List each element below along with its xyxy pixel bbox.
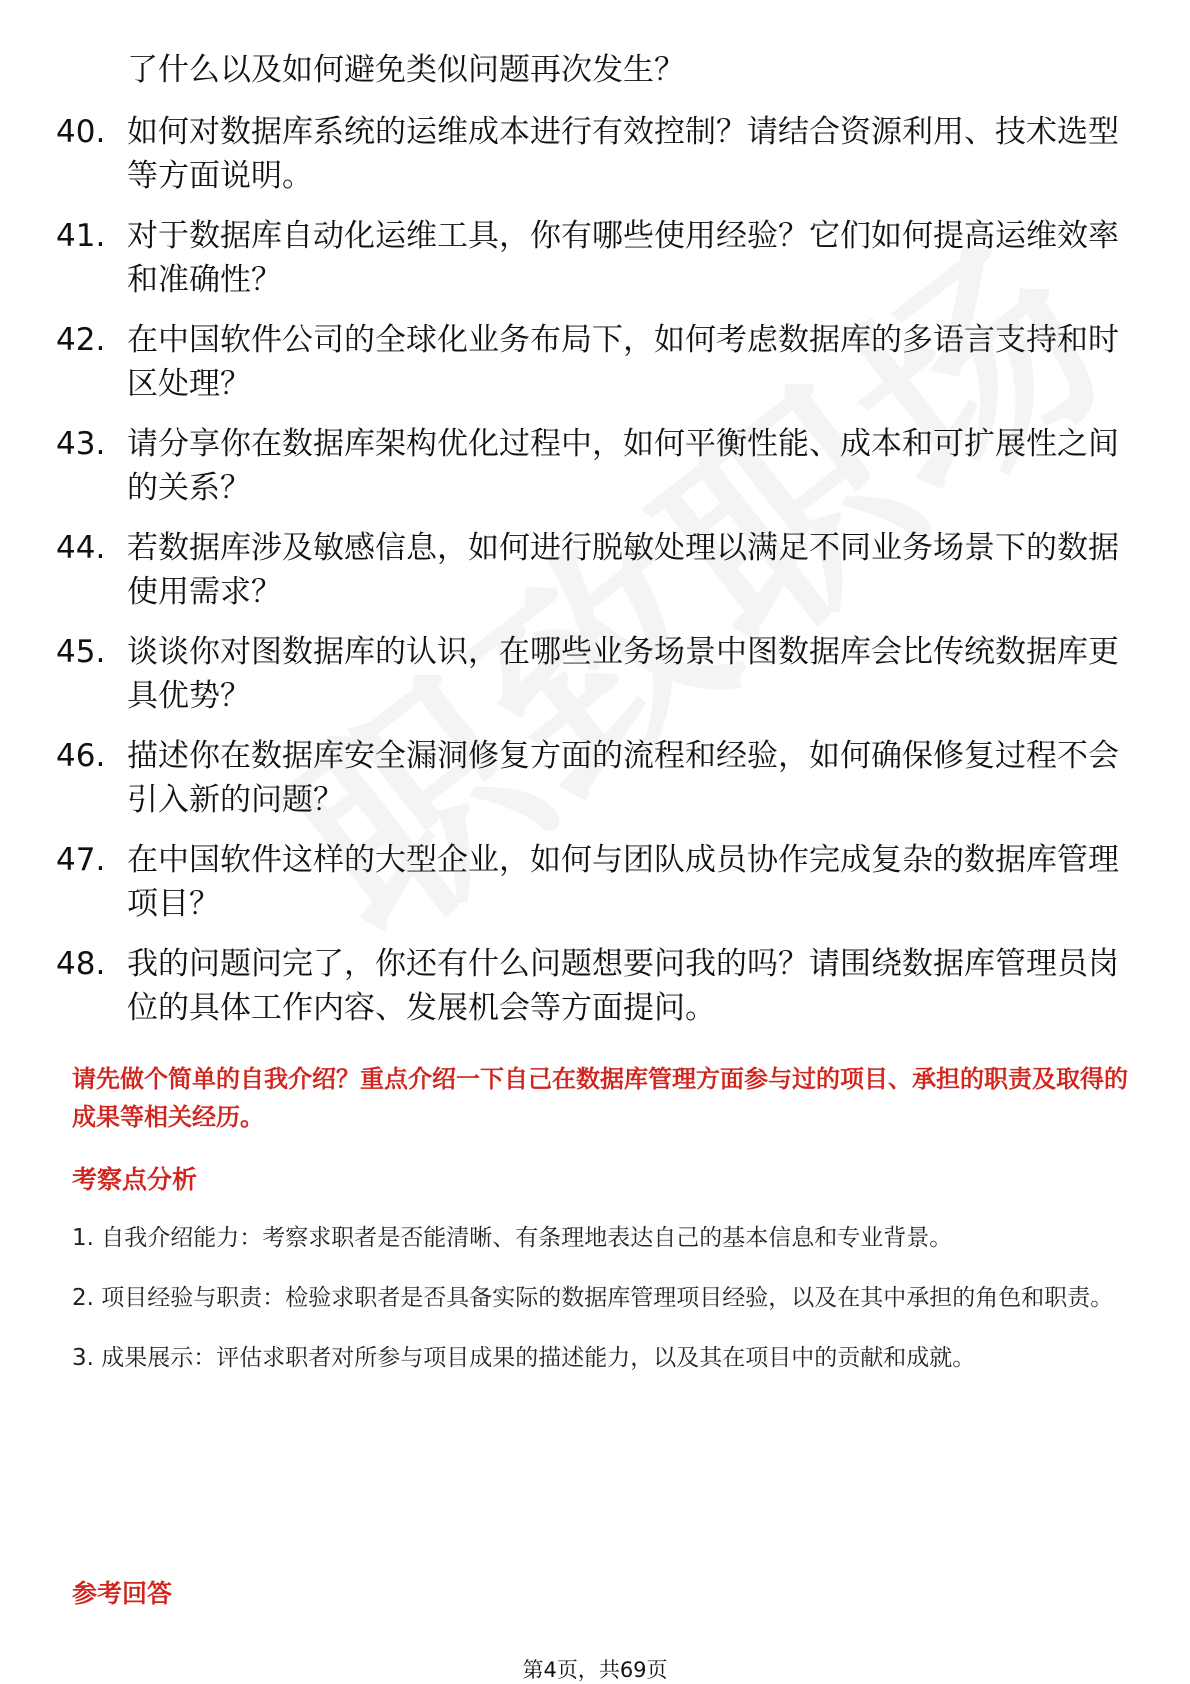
question-item (56, 110, 1126, 214)
question-text: 描述你在数据库安全漏洞修复方面的流程和经验，如何确保修复过程不会引入新的问题？ (127, 738, 1119, 818)
question-number: 48. (56, 946, 106, 982)
question-item (56, 838, 1126, 942)
question-text: 若数据库涉及敏感信息，如何进行脱敏处理以满足不同业务场景下的数据使用需求？ (127, 530, 1119, 610)
question-number: 43. (56, 426, 106, 462)
question-text: 谈谈你对图数据库的认识，在哪些业务场景中图数据库会比传统数据库更具优势？ (127, 634, 1119, 714)
question-number: 47. (56, 842, 106, 878)
question-item (56, 214, 1126, 318)
question-item (56, 422, 1126, 526)
analysis-point: 1. 自我介绍能力：考察求职者是否能清晰、有条理地表达自己的基本信息和专业背景。 (72, 1225, 953, 1251)
question-number: 41. (56, 218, 106, 254)
page-footer: 第4页，共69页 (522, 1658, 668, 1682)
question-item (56, 526, 1126, 630)
analysis-point: 3. 成果展示：评估求职者对所参与项目成果的描述能力，以及其在项目中的贡献和成就。 (72, 1345, 976, 1371)
question-item (56, 318, 1126, 422)
question-text: 请分享你在数据库架构优化过程中，如何平衡性能、成本和可扩展性之间的关系？ (127, 426, 1119, 506)
question-text: 在中国软件公司的全球化业务布局下，如何考虑数据库的多语言支持和时区处理？ (127, 322, 1119, 402)
question-number: 42. (56, 322, 106, 358)
continued-question-text: 了什么以及如何避免类似问题再次发生？ (127, 52, 685, 88)
question-number: 45. (56, 634, 106, 670)
question-text: 在中国软件这样的大型企业，如何与团队成员协作完成复杂的数据库管理项目？ (127, 842, 1119, 922)
intro-question-heading: 请先做个简单的自我介绍？重点介绍一下自己在数据库管理方面参与过的项目、承担的职责及取得的成果等相关经历。 (72, 1065, 1128, 1131)
question-item (56, 630, 1126, 734)
question-item (56, 734, 1126, 838)
question-text: 我的问题问完了，你还有什么问题想要问我的吗？请围绕数据库管理员岗位的具体工作内容、发展机会等方面提问。 (127, 946, 1119, 1026)
reference-answer-title: 参考回答 (72, 1579, 173, 1608)
analysis-point: 2. 项目经验与职责：检验求职者是否具备实际的数据库管理项目经验，以及在其中承担的角色和职责。 (72, 1285, 1114, 1311)
question-text: 对于数据库自动化运维工具，你有哪些使用经验？它们如何提高运维效率和准确性？ (127, 218, 1119, 298)
question-item (56, 942, 1126, 1046)
question-number: 40. (56, 114, 106, 150)
question-text: 如何对数据库系统的运维成本进行有效控制？请结合资源利用、技术选型等方面说明。 (127, 114, 1119, 194)
question-number: 44. (56, 530, 106, 566)
analysis-title: 考察点分析 (72, 1165, 198, 1194)
question-number: 46. (56, 738, 106, 774)
question-list (56, 110, 1126, 1046)
analysis-points (72, 1210, 1127, 1390)
